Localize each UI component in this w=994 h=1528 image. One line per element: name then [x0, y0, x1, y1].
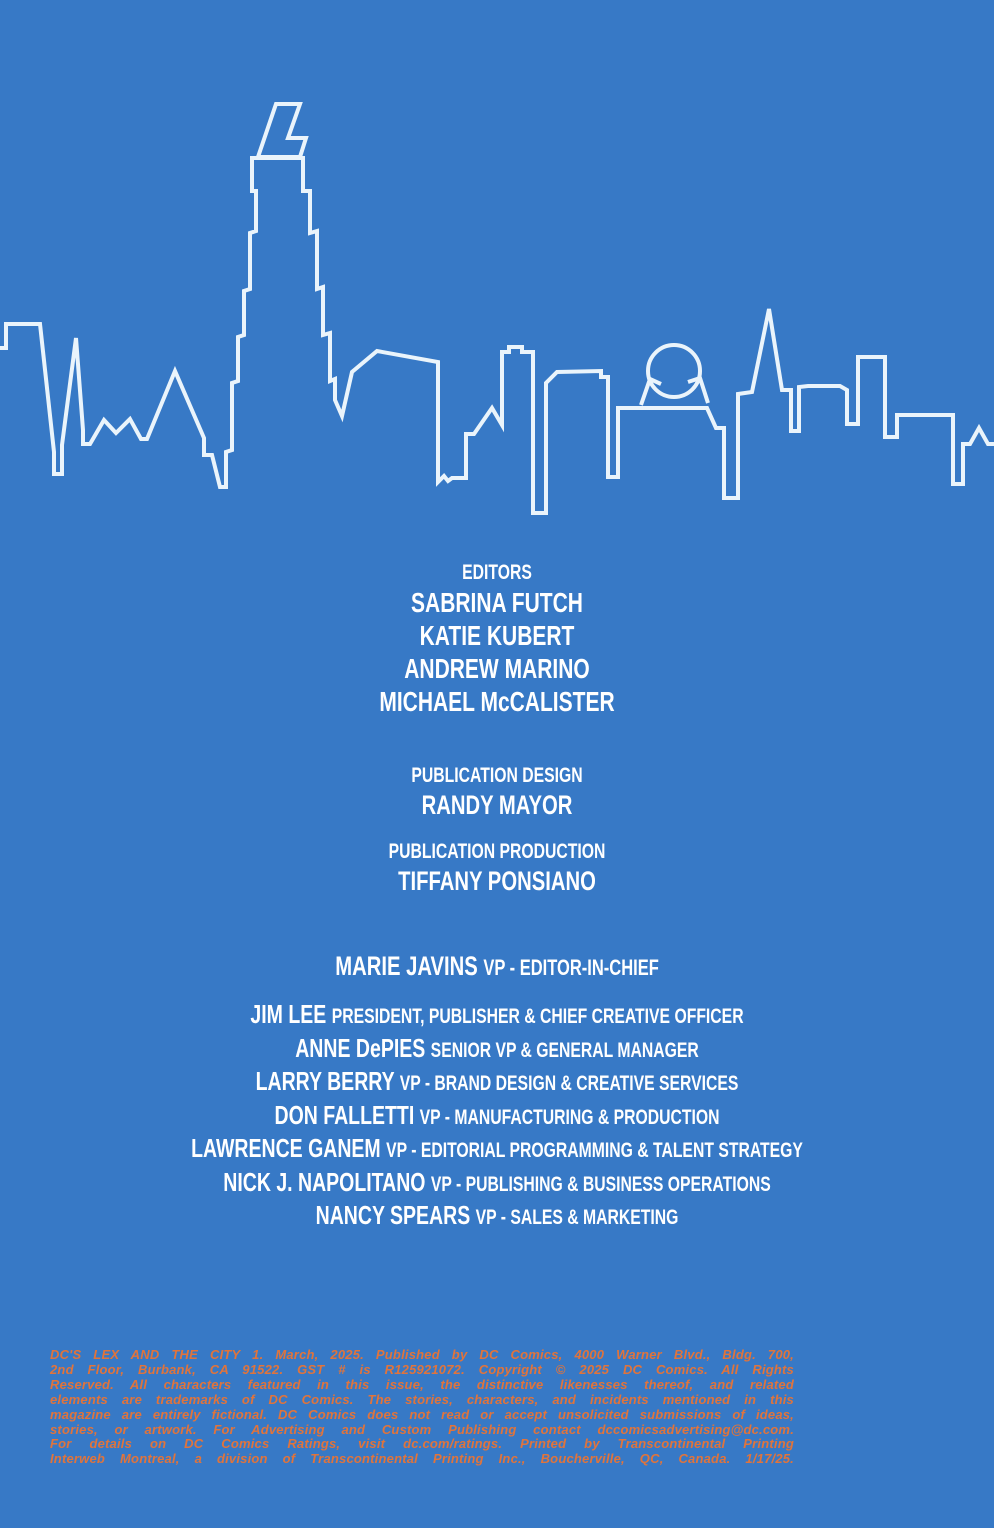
editor-name: ANDREW MARINO — [404, 653, 590, 684]
publication-design-section — [0, 763, 994, 821]
editor-in-chief-line — [0, 950, 994, 984]
exec-title: VP - EDITORIAL PROGRAMMING & TALENT STRATEGY — [386, 1139, 803, 1162]
executive-line — [124, 1066, 870, 1100]
lexcorp-l-icon — [258, 104, 306, 157]
exec-name: DON FALLETTI — [274, 1099, 415, 1130]
indicia-line: For details on DC Comics Ratings, visit dc.com/ratings. Printed by Transcontinental Printing — [50, 1436, 794, 1452]
exec-name: NICK J. NAPOLITANO — [223, 1166, 426, 1197]
executive-line — [124, 999, 870, 1033]
executive-line — [124, 1200, 870, 1234]
exec-name: NANCY SPEARS — [315, 1200, 471, 1230]
exec-name: LAWRENCE GANEM — [191, 1133, 381, 1163]
publication-production-name: TIFFANY PONSIANO — [398, 866, 596, 896]
exec-title: VP - MANUFACTURING & PRODUCTION — [419, 1105, 720, 1129]
exec-title: VP - SALES & MARKETING — [475, 1206, 679, 1229]
exec-title: VP - EDITOR-IN-CHIEF — [483, 955, 659, 980]
executive-line — [124, 1167, 870, 1201]
editors-label: EDITORS — [462, 561, 532, 584]
editor-name: KATIE KUBERT — [419, 620, 575, 651]
exec-name: LARRY BERRY — [255, 1066, 395, 1096]
publication-production-label: PUBLICATION PRODUCTION — [388, 840, 606, 863]
executive-line — [124, 1133, 870, 1167]
publication-design-name: RANDY MAYOR — [421, 790, 573, 820]
exec-title: PRESIDENT, PUBLISHER & CHIEF CREATIVE OFFICER — [331, 1005, 744, 1028]
executive-line — [124, 1033, 870, 1067]
skyline-outline — [0, 158, 994, 513]
daily-planet-globe-icon — [648, 345, 700, 397]
publication-design-label: PUBLICATION DESIGN — [411, 764, 583, 787]
metropolis-skyline-art — [0, 0, 994, 530]
indicia-line: magazine are entirely fictional. DC Comics does not read or accept unsolicited submissions of ideas, — [50, 1406, 794, 1422]
exec-name: ANNE DePIES — [295, 1032, 426, 1063]
exec-title: VP - BRAND DESIGN & CREATIVE SERVICES — [399, 1072, 739, 1095]
indicia-line: stories, or artwork. For Advertising and Custom Publishing contact dccomicsadvertising@dc.com. — [50, 1421, 794, 1437]
publication-production-section — [0, 839, 994, 897]
indicia-line: Reserved. All characters featured in this issue, the distinctive likenesses thereof, and related — [50, 1376, 794, 1392]
indicia-paragraph — [50, 1348, 794, 1467]
exec-title: VP - PUBLISHING & BUSINESS OPERATIONS — [430, 1172, 771, 1196]
executives-section — [0, 999, 994, 1234]
indicia-line: elements are trademarks of DC Comics. The stories, characters, and incidents mentioned in this — [50, 1391, 794, 1407]
editor-name: SABRINA FUTCH — [411, 587, 583, 618]
exec-name: MARIE JAVINS — [335, 951, 478, 981]
indicia-line: DC'S LEX AND THE CITY 1. March, 2025. Published by DC Comics, 4000 Warner Blvd., Bldg. 700, — [50, 1347, 794, 1362]
editor-name: MICHAEL McCALISTER — [379, 686, 615, 717]
editors-section — [0, 560, 994, 718]
exec-title: SENIOR VP & GENERAL MANAGER — [430, 1038, 699, 1062]
exec-name: JIM LEE — [250, 999, 327, 1029]
executive-line — [124, 1100, 870, 1134]
indicia-line: 2nd Floor, Burbank, CA 91522. GST # is R125921072. Copyright © 2025 DC Comics. All Rights — [50, 1361, 794, 1377]
indicia-line: Interweb Montreal, a division of Transcontinental Printing Inc., Boucherville, QC, Canada. 1/17/25. — [50, 1451, 794, 1467]
